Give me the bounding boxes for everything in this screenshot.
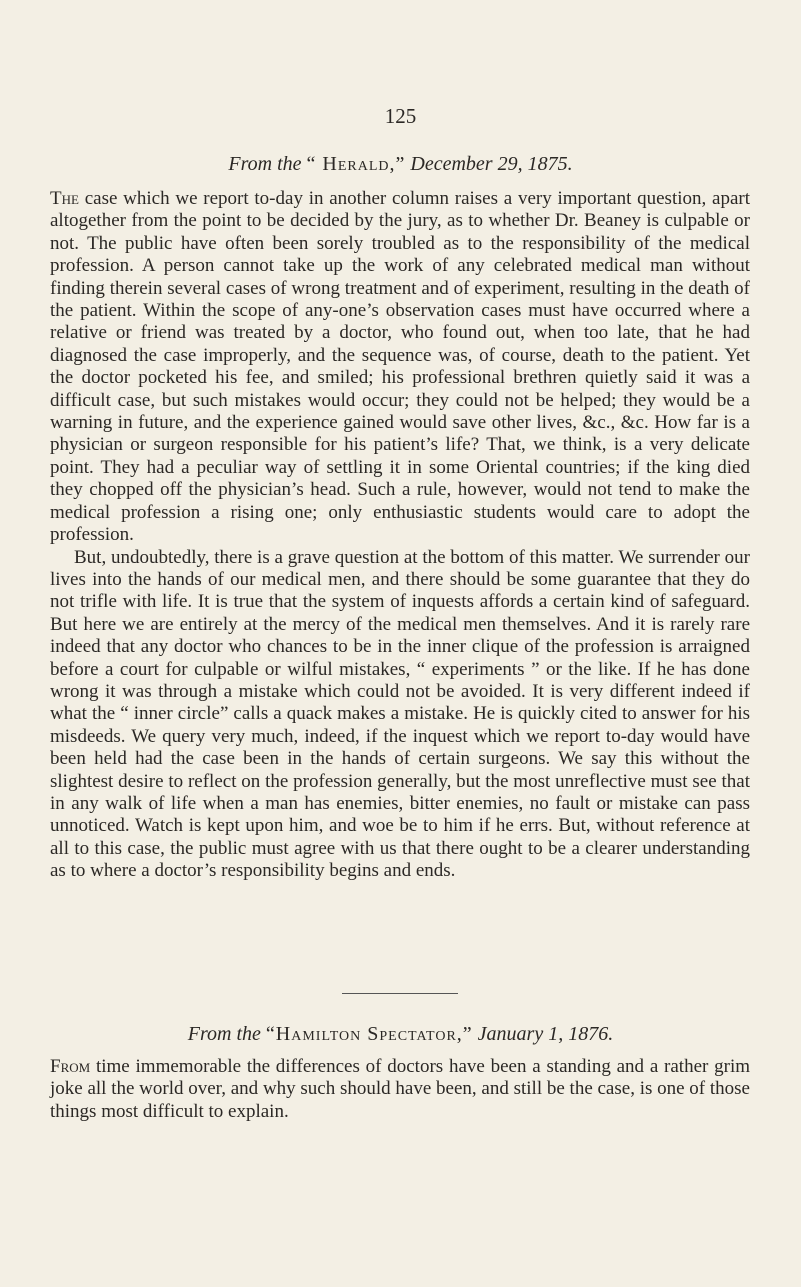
- article-body-spectator: [50, 1056, 750, 1123]
- paragraph-text: case which we report to-day in another column raises a very important question, apart altogether from the point to be decided by the jury, as to whether Dr. Beaney is culpable or not. The public have often been sorely troubled as to the responsibility of the medical profession. A person cannot take up the work of any celebrated medical man without finding therein several cases of wrong treatment and of experiment, resulting in the death of the patient. Within the scope of any-one’s observation cases must have occurred where a relative or friend was treated by a doctor, who found out, when too late, that he had diagnosed the case improperly, and the sequence was, of course, death to the patient. Yet the doctor pocketed his fee, and smiled; his professional brethren quietly said it was a difficult case, but such mistakes would occur; they could not be helped; they would be a warning in future, and the experience gained would save other lives, &c., &c. How far is a physician or surgeon responsible for his patient’s life? That, we think, is a very delicate point. They had a peculiar way of settling it in some Oriental countries; if the king died they chopped off the physician’s head. Such a rule, however, would not tend to make the medical profession a rising one; only enthusiastic students would care to adopt the profession.: [50, 188, 750, 546]
- paragraph: [50, 188, 750, 547]
- paragraph: But, undoubtedly, there is a grave question at the bottom of this matter. We surrender our lives into the hands of our medical men, and there should be some guarantee that they do not trifle with life. It is true that the system of inquests affords a certain kind of safeguard. But here we are entirely at the mercy of the medical men themselves. And it is rarely rare indeed that any doctor who chances to be in the inner clique of the profession is arraigned before a court for culpable or wilful mistakes, “ experiments ” or the like. If he has done wrong it was through a mistake which could not be avoided. It is very different indeed if what the “ inner circle” calls a quack makes a mistake. He is quickly cited to answer for his misdeeds. We query very much, indeed, if the inquest which we report to-day would have been held had the case been in the hands of certain surgeons. We say this without the slightest desire to reflect on the profession generally, but the most unreflective must see that in any walk of life when a man has enemies, bitter enemies, no fault or mistake can pass unnoticed. Watch is kept upon him, and woe be to him if he errs. But, without reference at all to this case, the public must agree with us that there ought to be a clearer understanding as to where a doctor’s responsibility begins and ends.: [50, 546, 750, 882]
- page-number: 125: [384, 104, 417, 128]
- heading-source: “ Herald,”: [306, 153, 406, 175]
- heading-source: “Hamilton Spectator,”: [265, 1023, 473, 1045]
- paragraph-text: time immemorable the differences of doctors have been a standing and a rather grim joke all the world over, and why such should have been, and still be the case, is one of those things most difficult to explain.: [50, 1056, 751, 1122]
- heading-from: From the: [228, 153, 302, 175]
- article-heading-herald: [0, 153, 801, 176]
- article-body-herald: [50, 188, 750, 883]
- paragraph: [50, 1056, 750, 1123]
- lead-word: From: [50, 1056, 91, 1077]
- article-heading-spectator: [0, 1023, 801, 1046]
- heading-date: January 1, 1876.: [477, 1023, 614, 1045]
- heading-date: December 29, 1875.: [410, 153, 573, 175]
- lead-word: The: [50, 188, 79, 209]
- section-divider: [342, 993, 458, 994]
- heading-from: From the: [187, 1023, 261, 1045]
